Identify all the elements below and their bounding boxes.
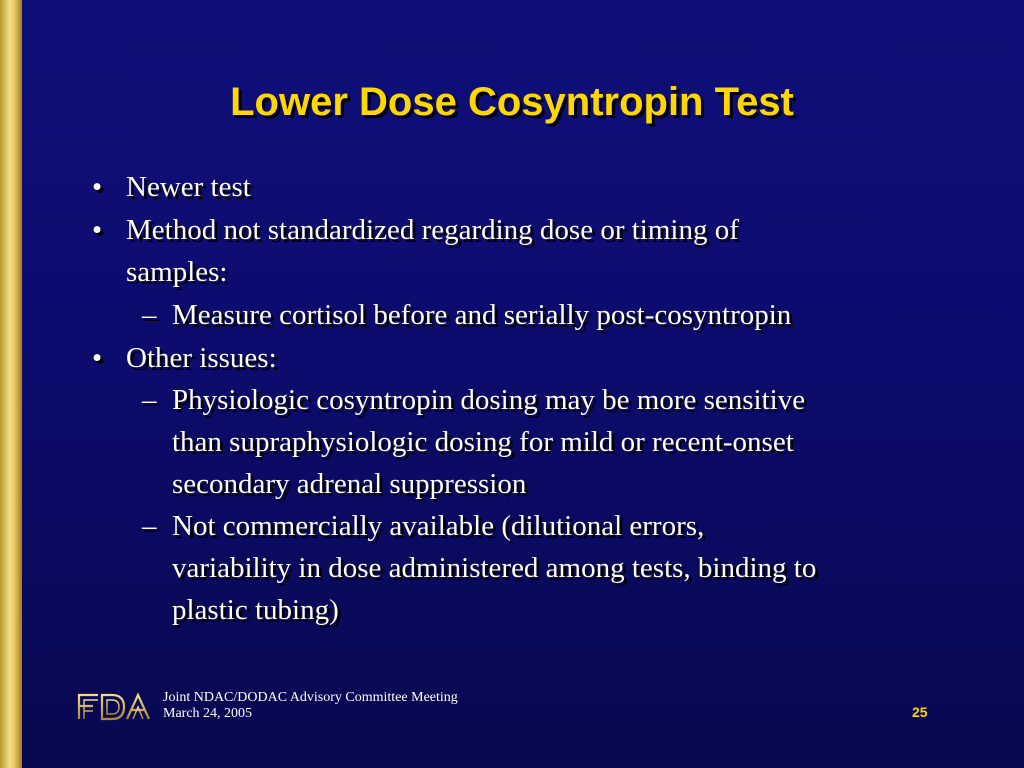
bullet-item xyxy=(92,166,946,208)
bullet-marker: • xyxy=(92,214,103,246)
footer-date: March 24, 2005 xyxy=(163,706,253,721)
sub-bullet-text-line: Not commercially available (dilutional errors, xyxy=(172,510,705,542)
sub-bullet-text: Measure cortisol before and serially post-cosyntropin xyxy=(172,299,792,331)
sub-bullet-text-line: than supraphysiologic dosing for mild or recent-onset xyxy=(172,426,794,458)
bullet-marker: • xyxy=(92,171,103,203)
sub-bullet-marker: – xyxy=(142,510,157,542)
bullet-text: Newer test xyxy=(126,171,251,203)
sub-bullet-item xyxy=(142,505,952,631)
sub-bullet-text-line: Physiologic cosyntropin dosing may be more sensitive xyxy=(172,384,806,416)
bullet-text-line: Method not standardized regarding dose or timing of xyxy=(126,214,739,246)
sub-bullet-text-line: variability in dose administered among tests, binding to xyxy=(172,552,817,584)
sub-bullet-item xyxy=(142,379,952,505)
bullet-item xyxy=(92,337,946,379)
page-number: 25 xyxy=(912,704,928,720)
bullet-marker: • xyxy=(92,342,103,374)
sub-bullet-marker: – xyxy=(142,299,157,331)
fda-logo-icon xyxy=(76,692,152,722)
slide-title: Lower Dose Cosyntropin Test xyxy=(230,80,794,124)
sub-bullet-marker: – xyxy=(142,384,157,416)
bullet-text-line: samples: xyxy=(126,256,228,288)
footer-meeting-name: Joint NDAC/DODAC Advisory Committee Meeting xyxy=(163,690,458,705)
sub-bullet-text-line: secondary adrenal suppression xyxy=(172,468,527,500)
sub-bullet-text-line: plastic tubing) xyxy=(172,594,339,626)
bullet-item xyxy=(92,209,946,293)
footer-text xyxy=(163,690,458,722)
sub-bullet-item xyxy=(142,294,952,336)
bullet-text: Other issues: xyxy=(126,342,277,374)
